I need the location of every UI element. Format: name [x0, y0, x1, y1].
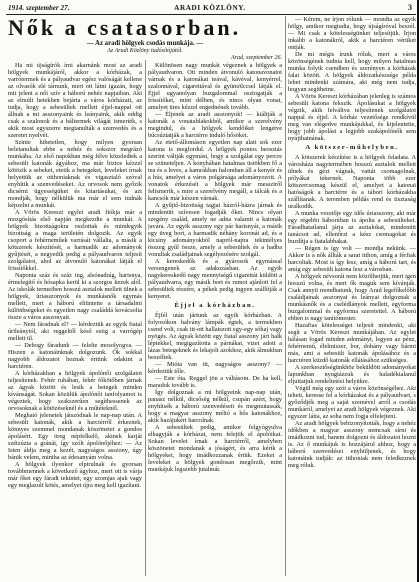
article-paragraph: Éjfél után jártunk az egyik kórházban. A folyosókon halvány lámpák égtek, a termekben csend volt, csak itt-ott hallatszott egy-egy sóhaj vagy nyögés. Az ágyak között egy fiatal asszony járt halk léptekkel, megigazította a párnákat, vizet adott a lázas betegeknek és lehajolt azokhoz, akik álmukban beszéltek. [148, 312, 282, 361]
article-paragraph: A sebesültek pedig, amikor felgyógyulva elhagyják a kórházat, nem felejtik el ápolóikat. Sokan levelet írnak a harctérről, amelyben köszönetet mondanak a jóságért, és arra kérik a hölgyeket, hogy imádkozzanak értük. Ezeket a leveleket a hölgyek gondosan megőrzik, mint munkájuk legszebb jutalmát. [148, 424, 282, 473]
column-1 [8, 62, 142, 576]
column-2 [148, 62, 282, 576]
article-subtitle: — Az aradi hölgyek csodás munkája. — [86, 40, 204, 47]
article-dateline: Arad, szeptember 26. [231, 54, 282, 61]
article-paragraph: A Vörös Kereszt kórházában jelenleg is számos sebesült katona fekszik. Ápolásukat a hölgyek végzik, akik felváltva teljesítenek szolgálatot nappal és éjjel. A kórház vezetősége rendkívül meg van elégedve munkájukkal, és kijelentette, hogy jobb ápolást a legjobb szakápolónők sem nyújthatnának. [288, 93, 416, 142]
article-paragraph: Naponta száz és száz ing, alsónadrág, harisnya, érmelegítő és hósapka kerül ki a szorgos kezek alól. Az iskolák termeiben hosszú asztalok mellett ülnek a hölgyek, úriasszonyok és munkásnők egymás mellett, mert a háború eltüntette a társadalmi különbségeket és egyetlen nagy családdá kovácsolta össze a város asszonyait. [8, 272, 142, 321]
page-header [8, 3, 412, 13]
article-paragraph: Hazafias kötelességet teljesít mindenki, aki segít a Vörös Kereszt munkájában. Az egylet hálásan fogad minden adományt, legyen az pénz, fehérnemű, élelmiszer, bor, dohány vagy bármi más, ami a sebesült katonák ápolásához és a harctéren küzdő katonák ellátásához szükséges. [288, 322, 416, 364]
article-paragraph: — Éljenek az aradi asszonyok! — kiáltják a katonák a vonatablakokból, amikor a szerelvény megindul, és a hölgyek kendőiket lengetve búcsúztatják a harctérre induló hősöket. [148, 111, 282, 139]
article-paragraph: — Régen is így volt — mondja nekünk. — Akkor is a nők állták a sarat itthon, amíg a férfiak harcoltak. Most is így lesz, amíg a háború tart, és amíg egy sebesült katona lesz a városban. [288, 245, 416, 273]
page-number: 3 [408, 3, 412, 12]
article-paragraph: A kórházakban a hölgyek ápolónői szolgálatot teljesítenek. Fehér ruhában, fehér főkötőben járnak az ágyak között és lesik a betegek minden kívánságát. Sokan közülük ápolónői tanfolyamot is végeztek, hogy szakszerűen segíthessenek az orvosoknak a kötözéseknél és a műtéteknél. [8, 370, 142, 412]
article-paragraph: A hölgyek ilyenkor elpirulnak és gyorsan továbbmennek a következő ágyhoz, mert ott is várja már őket egy fáradt tekintet, egy szomjas ajak vagy egy meglazult kötés, amelyet újra meg kell igazítani. [8, 461, 142, 489]
newspaper-name: ARADI KÖZLÖNY. [174, 4, 246, 12]
section-heading: Éjjel a kórházban. [174, 302, 256, 309]
column-rule-2 [285, 16, 286, 576]
article-paragraph: A kereskedők és a gyárosok egymással versengenek az adakozásban. Az egyik nagykereskedő nagy mennyiségű cigarettát küldött a pályaudvarra, egy másik bort és rumot ajánlott fel a sebesültek részére, a pékek pedig ingyen szállítják a kenyeret. [148, 258, 282, 300]
article-byline: Az Aradi Közlöny tudósítójától. [107, 47, 183, 54]
article-paragraph: — Mióta van itt, nagyságos asszony? — kérdeztük tőle. [148, 361, 282, 375]
article-paragraph: A hölgyek névsorát nem közölhetjük, mert igen hosszú volna, és mert ők maguk sem kívánják. Csak annyit mondhatunk, hogy Arad legelőkelőbb családjainak asszonyai és leányai dolgoznak a munkásnők és a cselédlányok mellett, egyforma buzgalommal és egyforma szeretettel. A háború ebben is nagy tanítómester. [288, 273, 416, 322]
article-paragraph: A munka vezetője egy idős úriasszony, aki már egy régebbi háborúban is ápolta a sebesülteket. Fáradhatatlanul járja az asztalokat, mindenütt tanácsot ad, ellenőrzi a kész csomagokat és buzdítja a fiatalabbakat. [288, 210, 416, 245]
article-paragraph: Megható jelenetek játszódnak le nap-nap után. A sebesült katonák, akik a harctérről érkeznek, könnyes szemmel mondanak köszönetet a gondos ápolásért. Egy öreg népfelkelő, akinek karját szétzúzta a gránát, így szólt ápolónőjéhez: — Az Isten áldja meg a kezét, nagyságos asszony, úgy bánik velem, mintha az édesanyám volna. [8, 412, 142, 461]
article-paragraph: Az etető-állomáson egyetlen nap alatt sok ezer katona is megfordul. A hölgyek pontos beosztás szerint váltják egymást, hogy a szolgálat egy percre se szüneteljen. A konyhában hatalmas üstökben fő a tea és a leves, a kamrákban halomban áll a kenyér és a hús, amelyet a város polgársága adományozott. A vonatok érkezését a hölgyek már messziről felismerik, s mire a szerelvény megáll, a tálcák és a kancsók már készen várnak. [148, 139, 282, 202]
article-paragraph: Az aradi hölgyek bebizonyították, hogy a nehéz időkben a magyar asszony nemcsak sírni és imádkozni tud, hanem dolgozni és áldozatot hozni is. Az ő munkájuk is hozzájárul ahhoz, hogy a háború szenvedései enyhüljenek, és hogy katonáink tudják: az itthoniak nem feledkeznek meg róluk. [288, 420, 416, 469]
article-paragraph: — Dehogy fáradunk — felelte mosolyogva. — Hiszen a katonáinknak dolgozunk. Ők sokkal nagyobb áldozatot hoznak értünk odakint a harctéren. [8, 342, 142, 370]
article-paragraph: Különösen nagy munkát végeznek a hölgyek a pályaudvaron. Ott minden átvonuló katonavonatot várnak és a katonákat teával, kávéval, kenyérrel, szalonnával, cigarettával és gyümölccsel látják el. Éjjel ugyanolyan buzgalommal osztogatják a frissítőket, mint délben, és nincs olyan vonat, amelyet üres kézzel engednének tovább. [148, 62, 282, 111]
page-edge [417, 0, 419, 582]
article-paragraph: — Este óta. Reggel jön a váltásom. De ha kell, maradok tovább is. [148, 375, 282, 389]
column-rule-1 [145, 60, 146, 576]
article-paragraph: Végül még egy szót a város közönségéhez. Aki teheti, keresse fel a kórházakat és a pályaudvart, s győződjék meg a saját szemével arról a csodás munkáról, amelyet az aradi hölgyek végeznek. Aki egyszer látta, az soha nem fogja elfelejteni. [288, 385, 416, 420]
article-paragraph: A gyűjtő-bizottság tagjai házról-házra járnak és mindenütt szívesen fogadják őket. Nincs olyan szegény család, amely ne adna valamit a katonák javára. Az egyik asszony egy pár harisnyát, a másik egy üveg bort, a harmadik néhány koronát ad, és a kicsiny adományokból napról-napra tekintélyes összeg gyűl össze, amely a sebesültek és a hadba vonultak családjainak segélyezésére szolgál. [148, 202, 282, 258]
article-paragraph: Így dolgoznak a mi hölgyeink nap-nap után, panasz nélkül, dicsőség nélkül, csupán azért, hogy enyhítsék a háború szenvedéseit és megmutassák, hogy a magyar asszony méltó a hős katonákhoz, akik hazájukért harcolnak. [148, 389, 282, 424]
article-paragraph: Szinte hihetetlen, hogy milyen gyorsan beletanultak ebbe a nehéz és sokszor megrázó munkába. Az első napokban még félve közeledtek a sebesült katonák ágyához, ma már biztos kézzel kötözik a sebeket, etetik a betegeket, leveleket írnak helyettük az otthoniaknak és vigasztaló szóval enyhítik a szenvedéseket. Az orvosok nem győzik dicsérni ügyességüket és kitartásukat, és azt mondják, hogy nélkülük ma már el sem tudnák képzelni a munkát. [8, 139, 142, 209]
article-paragraph: A szerkesztőségünkhöz beküldött adományokat lapunkban nyugtázzuk és haladéktalanul eljuttatjuk rendeltetési helyükre. [288, 364, 416, 385]
section-heading: A kötszer-műhelyben. [305, 144, 399, 151]
issue-date: 1914. szeptember 27. [8, 4, 70, 12]
article-title: Nők a csatasorban. [8, 15, 242, 40]
article-paragraph: A Vörös Kereszt egylet aradi fiókja már a mozgósítás első napján megkezdte a munkát. A hölgyek bizottságokra oszlottak és mindegyik bizottság a maga területén dolgozik. Az egyik csoport a fehérneműek varrását vállalta, a másik a kötszerek készítését, a harmadik az adományok gyűjtését, a negyedik pedig a pályaudvaron teljesít szolgálatot, ahol az átvonuló katonákat látják el frissítőkkel. [8, 209, 142, 272]
article-paragraph: Ha mi újságírók írni akarnánk most az aradi hölgyek munkájáról, akkor a kórházak, a varrótermek és a pályaudvar egész valóságát kellene az olvasók elé tárnunk, mert ott látni igazán, hogy mit jelent a női szív a háború nehéz napjaiban. Aki az elmúlt hetekben bejárta a város kórházait, az tudja, hogy a sebesültek mellett éjjel-nappal ott állnak a mi asszonyaink és leányaink, akik eddig csak a szalonok és a báltermek világát ismerték, s akik most egyszerre megtanulták a szenvedés és a szeretet nyelvét. [8, 62, 142, 139]
article-paragraph: — Kérem, ne írjon rólunk — mondta az egyik hölgy, amikor megtudta, hogy újságíróval beszél. — Mi csak a kötelességünket teljesítjük. Írjon inkább a katonákról, akik a harctéren vérüket ontják. [288, 16, 416, 51]
column-3 [288, 16, 416, 576]
article-paragraph: — Nem fáradnak el? — kérdeztük az egyik fiatal úrileánytól, aki reggeltől késő estig a varrógép mellett ül. [8, 321, 142, 342]
article-paragraph: De mi mégis írunk róluk, mert a város közönségének tudnia kell, hogy milyen hatalmas munka folyik csendben és szerényen a kórházak falai között. A hölgyek áldozatkészsége példa lehet mindenki számára, aki még nem tudja, hogyan segíthetne. [288, 51, 416, 93]
article-paragraph: A kötszerek készítése is a hölgyek feladata. A városháza nagytermében hosszú asztalok mellett ülnek és gézt vágnak, vattát csomagolnak, pólyákat tekernek. Naponta több ezer kötszercsomag készül el, amelyet a katonai hatóságok a harctérre és a tábori kórházakba szállítanak. A teremben példás rend és tisztaság uralkodik. [288, 154, 416, 210]
